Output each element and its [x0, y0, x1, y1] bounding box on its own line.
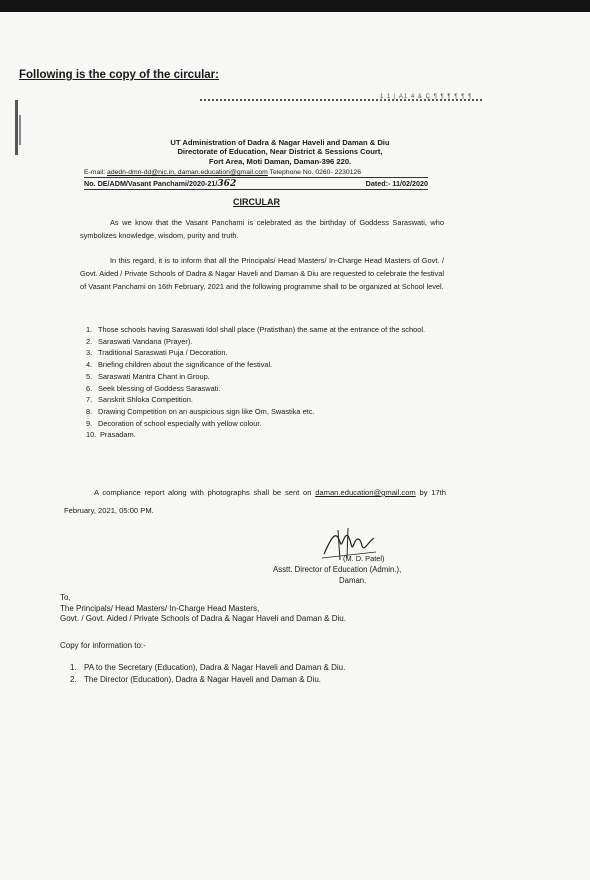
programme-item	[86, 324, 448, 336]
programme-item-text: Decoration of school especially with yellow colour.	[98, 418, 262, 428]
letterhead-rule	[84, 177, 428, 178]
addressee-to: To,	[60, 593, 71, 602]
signatory-place: Daman.	[339, 576, 367, 585]
addressee-line2: Govt. / Govt. Aided / Private Schools of Dadra & Nagar Haveli and Daman & Diu.	[60, 614, 346, 623]
compliance-paragraph	[64, 484, 446, 520]
letterhead	[80, 138, 480, 166]
programme-item	[86, 336, 448, 348]
email-label: E-mail:	[84, 169, 108, 176]
letterhead-line1: UT Administration of Dadra & Nagar Haveli and Daman & Diu	[170, 138, 390, 147]
programme-item-text: Drawing Competition on an auspicious sign like Om, Swastika etc.	[98, 406, 315, 416]
telephone: Telephone No. 0260- 2230126	[267, 169, 362, 176]
compliance-email-link[interactable]: daman.education@gmail.com	[315, 488, 416, 497]
programme-item-number: 6.	[86, 383, 93, 393]
top-strip-text: 1 1 | A1 4 & Ç ¶ ¶ ¶ ¶ ¶ ¶	[380, 94, 473, 100]
margin-mark-secondary	[19, 115, 21, 145]
programme-item-text: Saraswati Vandana (Prayer).	[98, 336, 193, 346]
reference-number-block	[84, 179, 236, 189]
compliance-tail: by 17th February, 2021, 05:00 PM.	[64, 488, 446, 515]
programme-item-text: Seek blessing of Goddess Saraswati.	[98, 383, 221, 393]
reference-number-handwritten: 362	[217, 179, 237, 189]
programme-item	[86, 418, 448, 430]
copy-list-text: PA to the Secretary (Education), Dadra & Nagar Haveli and Daman & Diu.	[84, 663, 346, 672]
top-dark-bar	[0, 0, 590, 12]
copy-list-item	[70, 662, 345, 674]
programme-item-text: Prasadam.	[100, 430, 136, 440]
addressee-block	[60, 593, 480, 625]
letterhead-line3: Fort Area, Moti Daman, Daman-396 220.	[208, 156, 352, 166]
paragraph-request	[80, 254, 444, 293]
signatory-name: (M. D. Patel)	[343, 554, 385, 563]
paragraph-intro-text: As we know that the Vasant Panchami is celebrated as the birthday of Goddess Saraswati, who symbolizes knowledge, wisdom, purity and truth.	[80, 218, 444, 240]
addressee-line1: The Principals/ Head Masters/ In-Charge Head Masters,	[60, 603, 260, 613]
copy-heading: Copy for information to:-	[60, 641, 146, 650]
programme-item-number: 7.	[86, 395, 93, 405]
programme-item-text: Traditional Saraswati Puja / Decoration.	[98, 348, 228, 358]
programme-item-number: 10.	[86, 430, 97, 440]
programme-item-number: 8.	[86, 406, 93, 416]
programme-item	[86, 429, 448, 441]
programme-item	[86, 359, 448, 371]
programme-item-number: 1.	[86, 325, 93, 334]
programme-item-number: 3.	[86, 348, 93, 358]
programme-item-text: Saraswati Mantra Chant in Group.	[98, 371, 210, 381]
programme-list	[86, 324, 448, 441]
signatory-designation: Asstt. Director of Education (Admin.),	[273, 565, 402, 574]
copy-list-number: 2.	[70, 675, 77, 684]
paragraph-intro	[80, 216, 444, 242]
circular-title: CIRCULAR	[233, 197, 280, 207]
programme-item-number: 2.	[86, 336, 93, 346]
programme-item	[86, 406, 448, 418]
copy-list	[70, 662, 345, 686]
copy-list-number: 1.	[70, 663, 77, 672]
margin-mark	[15, 100, 18, 155]
programme-item-text: Briefing children about the significance of the festival.	[98, 360, 273, 370]
programme-item	[86, 371, 448, 383]
copy-list-text: The Director (Education), Dadra & Nagar Haveli and Daman & Diu.	[84, 675, 321, 684]
contact-line	[84, 169, 361, 176]
programme-item-number: 5.	[86, 371, 93, 381]
reference-date: Dated:- 11/02/2020	[365, 179, 428, 188]
programme-item-number: 9.	[86, 418, 93, 428]
letterhead-line2: Directorate of Education, Near District & Sessions Court,	[177, 147, 383, 157]
programme-item-number: 4.	[86, 360, 93, 370]
programme-item	[86, 383, 448, 395]
reference-rule	[84, 189, 428, 190]
paragraph-request-text: In this regard, it is to inform that all the Principals/ Head Masters/ In-Charge Head Masters of Govt. / Govt. Aided / Private Schools of Dadra & Nagar Haveli and Daman & Diu are requested to celebrate the festival of Vasant Panchami on 16th February, 2021 and the following programme shall to be organized at School level.	[80, 256, 444, 291]
programme-item	[86, 394, 448, 406]
email-addresses: adedn-dmn-dd@nic.in, daman.education@gmail.com	[107, 169, 268, 176]
programme-item-text: Sanskrit Shloka Competition.	[98, 395, 193, 405]
programme-item-text: Those schools having Saraswati Idol shall place (Pratisthan) the same at the entrance of the school.	[98, 325, 426, 334]
page-heading: Following is the copy of the circular:	[19, 69, 219, 81]
compliance-lead: A compliance report along with photographs shall be sent on	[94, 488, 316, 497]
programme-item	[86, 347, 448, 359]
copy-list-item	[70, 674, 345, 686]
reference-number: No. DE/ADM/Vasant Panchami/2020-21/	[84, 179, 218, 188]
